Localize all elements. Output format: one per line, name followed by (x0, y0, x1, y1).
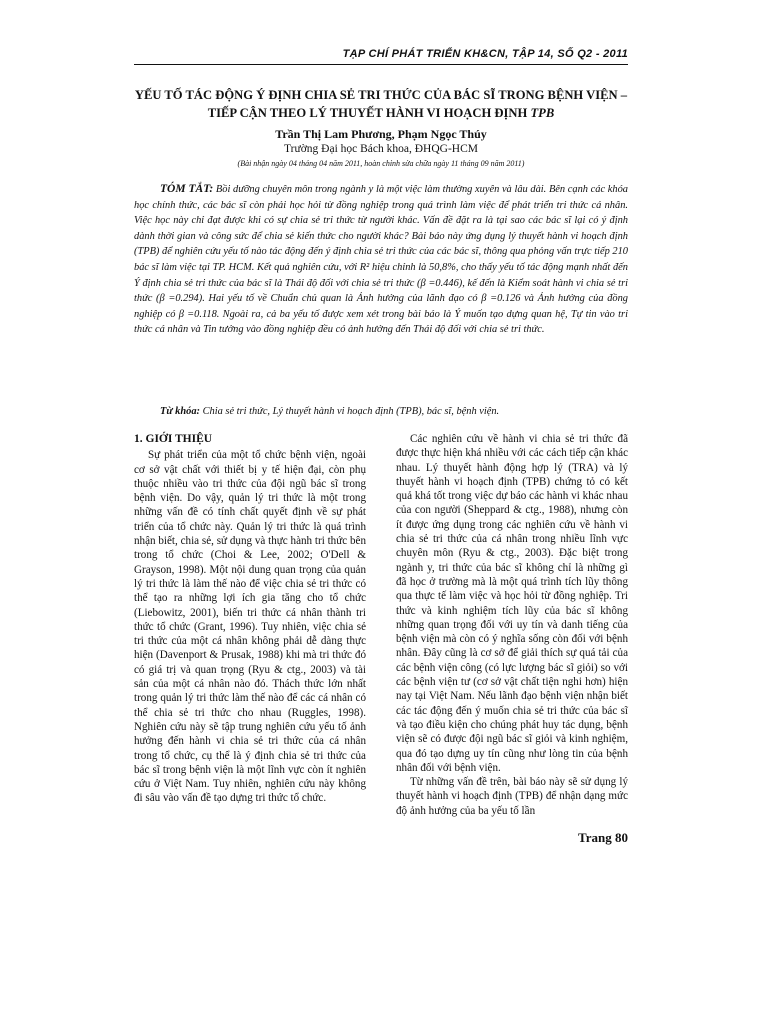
abstract-text: Bồi dưỡng chuyên môn trong ngành y là một việc làm thường xuyên và lâu dài. Bên cạnh các khóa học chính thức, các bác sĩ còn phải học hỏi từ đồng nghiệp trong quá trình làm việc để phát triển tri thức cá nhân. Việc học này chỉ đạt được khi có sự chia sẻ tri thức từ người khác. Vấn đề đặt ra là tại sao các bác sĩ lại có ý định dành thời gian và công sức để chia sẻ kiến thức cho người khác? Bài báo này ứng dụng lý thuyết hành vi hoạch định (TPB) để nghiên cứu yếu tố nào tác động đến ý định chia sẻ tri thức của các bác sĩ, thông qua phỏng vấn trực tiếp 210 bác sĩ làm việc tại TP. HCM. Kết quả nghiên cứu, với R² hiệu chỉnh là 50,8%, cho thấy yếu tố tác động mạnh nhất đến Ý định chia sẻ tri thức của bác sĩ là Thái độ đối với chia sẻ tri thức (β =0.446), kế đến là Kiểm soát hành vi chia sẻ tri thức (β =0.294). Hai yếu tố về Chuẩn chủ quan là Ảnh hưởng của lãnh đạo có β =0.126 và Ảnh hưởng của đồng nghiệp có β =0.118. Ngoài ra, cả ba yếu tố được xem xét trong bài báo là Ý muốn tạo dựng quan hệ, Tự tin vào tri thức cá nhân và Tin tưởng vào đồng nghiệp đều có ảnh hưởng đến Thái độ đối với chia sẻ tri thức. (134, 184, 628, 336)
abstract-label: TÓM TẮT: (160, 183, 214, 195)
body-paragraph: Từ những vấn đề trên, bài báo này sẽ sử dụng lý thuyết hành vi hoạch định (TPB) để nhận dạng mức độ ảnh hưởng của ba yếu tố lần (396, 776, 628, 817)
keywords-label: Từ khóa: (160, 406, 200, 417)
received-date: (Bài nhận ngày 04 tháng 04 năm 2011, hoàn chỉnh sửa chữa ngày 11 tháng 09 năm 2011) (237, 159, 525, 168)
keywords (134, 406, 628, 417)
body-paragraph: Các nghiên cứu về hành vi chia sẻ tri thức đã được thực hiện khá nhiều với các cách tiếp cận khác nhau. Lý thuyết hành động hợp lý (TRA) và lý thuyết hành vi hoạch định (TPB) chứng tỏ có kết quả khá tốt trong việc dự báo các hành vi khác nhau của con người (Sheppard & ctg., 1988), nhưng còn ít được ứng dụng trong các nghiên cứu về hành vi chia sẻ tri thức của cá nhân trong nhiều lĩnh vực chuyên môn (Ryu & ctg., 2003). Đặc biệt trong ngành y, tri thức của bác sĩ không chỉ là những gì đã học ở trường mà là một quá trình tích lũy thông qua thực tế làm việc và học hỏi từ đồng nghiệp. Tri thức và kinh nghiệm tích lũy của bác sĩ không những quan trọng đối với uy tín và danh tiếng của bệnh viện mà còn có ý nghĩa sống còn đối với bệnh nhân. Đây cũng là cơ sở để giải thích sự quá tải của các bệnh viện công (có lực lượng bác sĩ giỏi) so với các bệnh viện tư (cơ sở vật chất tiện nghi hơn) hiện nay tại Việt Nam. Nếu lãnh đạo bệnh viện nhận biết các tác động đến ý muốn chia sẻ tri thức của bác sĩ và tạo điều kiện cho chúng phát huy tác dụng, bệnh viện sẽ có được đội ngũ bác sĩ giỏi và kinh nghiệm, qua đó tạo dựng uy tín cũng như lòng tin của bệnh nhân đối với bệnh viện. (396, 433, 628, 774)
page-number: Trang 80 (578, 830, 628, 845)
article-title-tpb: TPB (530, 106, 555, 120)
affiliation: Trường Đại học Bách khoa, ĐHQG-HCM (284, 143, 478, 155)
right-column (396, 432, 628, 818)
abstract (134, 182, 628, 338)
authors: Trần Thị Lam Phương, Phạm Ngọc Thúy (275, 127, 487, 141)
body-paragraph: Sự phát triển của một tổ chức bệnh viện, ngoài cơ sở vật chất với thiết bị y tế hiện đại, còn phụ thuộc nhiều vào tri thức của đội ngũ bác sĩ trong bệnh viện. Do vậy, quản lý tri thức là một trong những vấn đề có tính chất quyết định về sự phát triển của tổ chức này. Quản lý tri thức là quá trình nhận biết, chia sẻ, sử dụng và thực hành tri thức bên trong tổ chức (Choi & Lee, 2002; O'Dell & Grayson, 1998). Một nội dung quan trọng của quản lý tri thức là làm thế nào để việc chia sẻ tri thức có thể tạo ra những lợi ích gia tăng cho tổ chức (Liebowitz, 2001), biến tri thức cá nhân thành tri thức tổ chức (Grant, 1996). Tuy nhiên, việc chia sẻ tri thức của một cá nhân không phải dễ dàng thực hiện (Davenport & Prusak, 1988) khi mà tri thức đó có giá trị và quan trọng (Ryu & ctg., 2003) và tài sản của một cá nhân nào đó. Thách thức lớn nhất trong quản lý tri thức làm thế nào để các cá nhân có thể chia sẻ tri thức cho nhau (Ruggles, 1998). Nghiên cứu này sẽ tập trung nghiên cứu yếu tố ảnh hưởng đến hành vi chia sẻ tri thức của cá nhân trong tổ chức, cụ thể là ý định chia sẻ tri thức của bác sĩ trong bệnh viện là một lĩnh vực còn ít nghiên cứu ở Việt Nam. Tuy nhiên, nghiên cứu này không đi sâu vào vấn đề tạo dựng tri thức tổ chức. (134, 449, 366, 805)
section-heading: 1. GIỚI THIỆU (134, 433, 213, 445)
keywords-text: Chia sẻ tri thức, Lý thuyết hành vi hoạch định (TPB), bác sĩ, bệnh viện. (200, 406, 500, 417)
article-title-main: YẾU TỐ TÁC ĐỘNG Ý ĐỊNH CHIA SẺ TRI THỨC CỦA BÁC SĨ TRONG BỆNH VIỆN –TIẾP CẬN THEO LÝ THUYẾT HÀNH VI HOẠCH ĐỊNH (134, 88, 628, 120)
journal-header: TẠP CHÍ PHÁT TRIỂN KH&CN, TẬP 14, SỐ Q2 - 2011 (134, 48, 628, 65)
left-column (134, 432, 366, 806)
article-title (134, 86, 628, 122)
